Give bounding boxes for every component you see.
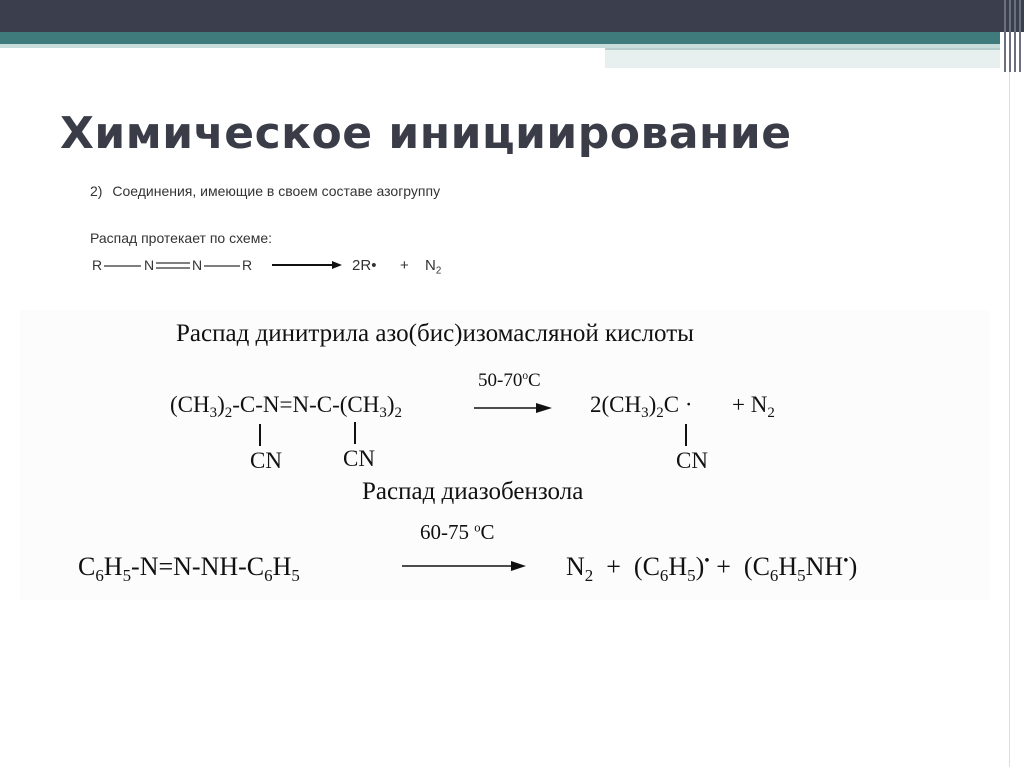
eq-product-radical: 2R• <box>352 257 377 274</box>
item-number: 2) <box>90 183 103 199</box>
eq-n-right: N <box>192 257 203 273</box>
reaction1-cn-product: CN <box>676 448 708 473</box>
reaction1-cn-middle: CN <box>343 446 375 471</box>
reaction2-reactant: $C_6H_5-N=N-NH-C_6H_5$ <box>78 552 300 585</box>
reaction1-condition: 50-70$^o$C <box>478 370 541 391</box>
reaction1-heading: Распад динитрила азо(бис)изомасляной кислоты <box>176 320 694 347</box>
reaction1-n2: + $N_2$ <box>732 392 775 422</box>
reaction2-products: $N_2 + (C_6H_5)^• + (C_6H_5NH^•)$ <box>566 552 858 585</box>
item-text: Соединения, имеющие в своем составе азогруппу <box>112 183 441 199</box>
reaction2-condition: 60-75 $^o$C <box>420 520 495 544</box>
eq-n2-product: $N_2$ <box>425 257 442 277</box>
eq-r-right: R <box>242 257 253 273</box>
reaction1-reactant: $(CH_3)_2-C-N=N-C-(CH_3)_2$ <box>170 392 402 422</box>
reaction2-heading: Распад диазобензола <box>362 478 584 505</box>
reaction1-cn-left: CN <box>250 448 282 473</box>
eq-n-left: N <box>144 257 155 273</box>
slide-title: Химическое инициирование <box>60 108 792 159</box>
eq-r-left: R <box>92 257 103 273</box>
scheme-label: Распад протекает по схеме: <box>90 230 272 246</box>
eq-plus: + <box>400 257 409 274</box>
reaction1-product: $2(CH_3)_2C$ · <box>590 392 693 422</box>
